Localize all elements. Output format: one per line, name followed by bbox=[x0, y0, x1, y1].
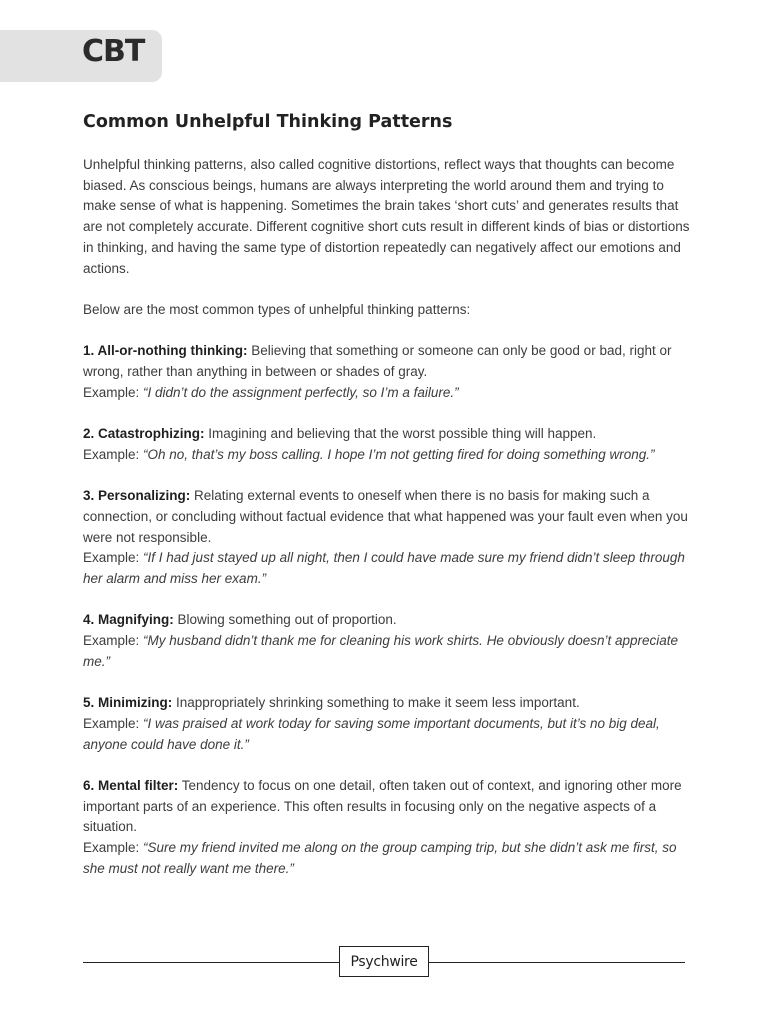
footer-rule-left bbox=[83, 962, 339, 963]
pattern-item bbox=[83, 341, 693, 403]
pattern-description: Tendency to focus on one detail, often taken out of context, and ignoring other more important parts of an experience. This often results in focusing only on the negative aspects of a situation. bbox=[83, 777, 682, 835]
lead-paragraph: Below are the most common types of unhelpful thinking patterns: bbox=[83, 301, 471, 317]
example-quote: “If I had just stayed up all night, then I could have made sure my friend didn’t sleep through her alarm and miss her exam.” bbox=[83, 550, 685, 586]
pattern-example bbox=[83, 548, 693, 589]
pattern-item bbox=[83, 693, 693, 755]
example-quote: “Sure my friend invited me along on the group camping trip, but she didn’t ask me first, so she must not really want me there.” bbox=[83, 840, 677, 876]
example-label: Example: bbox=[83, 633, 144, 649]
example-quote: “I didn’t do the assignment perfectly, so I’m a failure.” bbox=[143, 384, 459, 400]
pattern-description: Believing that something or someone can only be good or bad, right or wrong, rather than anything in between or shades of gray. bbox=[83, 343, 672, 379]
section-tab-label: CBT bbox=[82, 34, 145, 69]
pattern-description: Blowing something out of proportion. bbox=[173, 612, 397, 628]
pattern-item bbox=[83, 776, 693, 880]
pattern-heading: 2. Catastrophizing: bbox=[83, 426, 205, 442]
example-quote: “I was praised at work today for saving some important documents, but it’s no big deal, anyone could have done it.” bbox=[83, 715, 660, 752]
example-label: Example: bbox=[83, 384, 144, 400]
pattern-definition bbox=[83, 341, 693, 382]
pattern-item bbox=[83, 424, 693, 465]
pattern-example bbox=[83, 838, 693, 879]
pattern-definition bbox=[83, 424, 693, 445]
example-label: Example: bbox=[83, 550, 144, 566]
pattern-heading: 3. Personalizing: bbox=[83, 488, 191, 504]
pattern-item bbox=[83, 486, 693, 590]
pattern-heading: 6. Mental filter: bbox=[83, 777, 179, 793]
example-label: Example: bbox=[83, 446, 144, 462]
pattern-description: Imagining and believing that the worst possible thing will happen. bbox=[204, 426, 597, 442]
psychwire-logo bbox=[339, 946, 429, 977]
pattern-example bbox=[83, 631, 693, 672]
logo-text: Psychwire bbox=[350, 953, 418, 970]
pattern-definition bbox=[83, 610, 693, 631]
pattern-definition bbox=[83, 693, 693, 714]
pattern-example bbox=[83, 383, 693, 404]
pattern-example bbox=[83, 445, 693, 466]
footer-rule-right bbox=[429, 962, 685, 963]
section-tab bbox=[0, 30, 162, 82]
pattern-heading: 1. All-or-nothing thinking: bbox=[83, 343, 248, 359]
pattern-heading: 4. Magnifying: bbox=[83, 612, 174, 628]
pattern-description: Relating external events to oneself when there is no basis for making such a connection, or concluding without factual evidence that what happened was your fault even when you were not responsible. bbox=[83, 488, 688, 545]
page-title: Common Unhelpful Thinking Patterns bbox=[83, 112, 453, 132]
example-label: Example: bbox=[83, 715, 144, 731]
pattern-definition bbox=[83, 776, 693, 838]
intro-paragraph: Unhelpful thinking patterns, also called cognitive distortions, reflect ways that thoughts can become biased. As conscious beings, humans are always interpreting the world around them and trying to make sense of what is happening. Sometimes the brain takes ‘short cuts’ and generates results that are not completely accurate. Different cognitive short cuts result in different kinds of bias or distortions in thinking, and having the same type of distortion repeatedly can negatively affect our emotions and actions. bbox=[83, 157, 690, 276]
pattern-item bbox=[83, 610, 693, 672]
pattern-example bbox=[83, 714, 693, 755]
example-quote: “Oh no, that’s my boss calling. I hope I’m not getting fired for doing something wrong.” bbox=[143, 446, 655, 462]
document-body bbox=[83, 155, 693, 900]
example-label: Example: bbox=[83, 840, 144, 856]
example-quote: “My husband didn’t thank me for cleaning his work shirts. He obviously doesn’t appreciate me.” bbox=[83, 633, 679, 669]
pattern-definition bbox=[83, 486, 693, 548]
pattern-description: Inappropriately shrinking something to make it seem less important. bbox=[172, 695, 580, 711]
pattern-heading: 5. Minimizing: bbox=[83, 695, 173, 711]
